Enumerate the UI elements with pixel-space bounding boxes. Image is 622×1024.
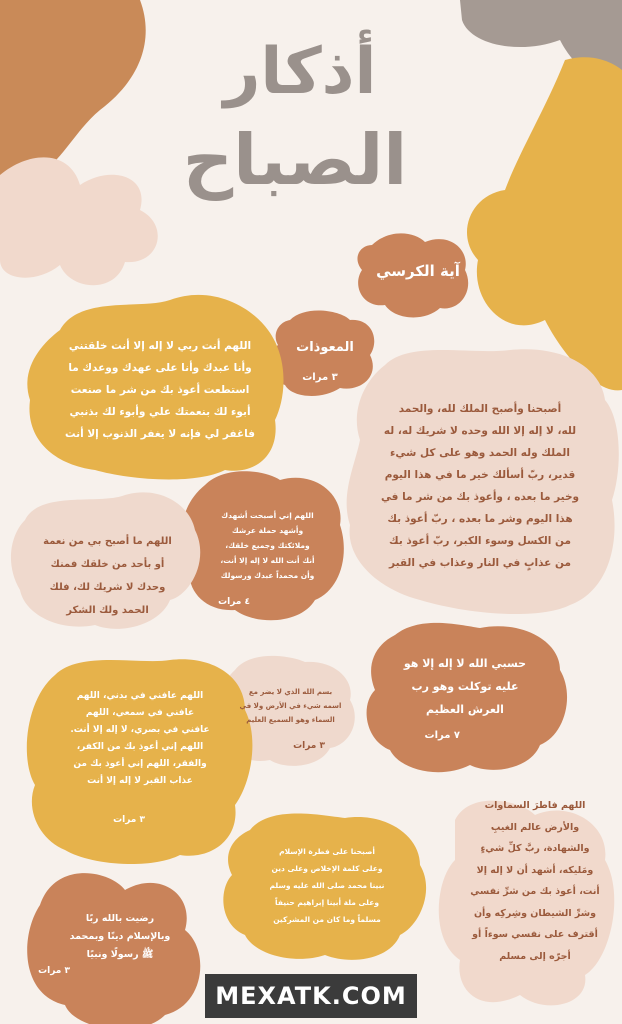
- fatir-card: [455, 795, 615, 967]
- asbahna-card: [355, 398, 605, 574]
- bismillah-card: [228, 685, 353, 727]
- fitrat-text: أصبحنا على فطرة الإسلام وعلى كلمة الإخلاص وعلى دين نبينا محمد صلى الله عليه وسلم وعلى ملة أبينا إبراهيم حنيفاً مسلماً وما كان من المشركين: [269, 847, 385, 924]
- right-yellow-blob: [467, 57, 622, 390]
- bismillah-count: ٣ مرات: [293, 741, 325, 751]
- aafini-count: ٣ مرات: [113, 815, 145, 825]
- raditu-text: رضيت بالله ربًا وبالإسلام دينًا وبمحمد ﷺ رسولًا ونبيًا: [69, 913, 171, 960]
- title-line-2: الصباح: [182, 119, 408, 201]
- top-left-orange-blob: [0, 0, 146, 190]
- title-line-1: أذكار: [223, 35, 377, 109]
- hasbiyallah-count: ٧ مرات: [424, 730, 460, 741]
- muawwidhat-card: [285, 340, 365, 355]
- anta-rabbi-text: اللهم أنت ربي لا إله إلا أنت خلقتني وأنا عبدك وأنا على عهدك ووعدك ما استطعت أعوذ بك من شر ما صنعت أبوء لك بنعمتك علي وأبوء لك بذنبي فاغفر لي فإنه لا يغفر الذنوب إلا أنت: [65, 340, 255, 440]
- asbahna-text: أصبحنا وأصبح الملك لله، والحمد لله، لا إله إلا الله وحده لا شريك له، له الملك وله الحمد وهو على كل شيء قدير، ربّ أسألك خير ما في هذا اليوم وخير ما بعده ، وأعوذ بك من شر ما في هذا اليوم وشر ما بعده ، ربّ أعوذ بك من الكسل وسوء الكبر، ربّ أعوذ بك من عذابٍ في النار وعذاب في القبر: [380, 403, 580, 569]
- hasbiyallah-card: [375, 652, 555, 721]
- anta-rabbi-card: [40, 335, 280, 445]
- muawwidhat-text: المعوذات: [296, 340, 354, 355]
- fitrat-card: [232, 843, 422, 928]
- ma-asbaha-card: [20, 530, 195, 622]
- aafini-text: اللهم عافني في بدني، اللهم عافني في سمعي، اللهم عافني في بصري، لا إله إلا أنت. اللهم إني أعوذ بك من الكفر، والفقر، اللهم إني أعوذ بك من عذاب القبر لا إله إلا أنت: [70, 691, 210, 786]
- hasbiyallah-text: حسبي الله لا إله إلا هو عليه توكلت وهو رب العرش العظيم: [403, 657, 527, 716]
- bismillah-text: بسم الله الذي لا يضر مع اسمه شيء في الأرض ولا في السماء وهو السميع العليم: [239, 688, 342, 724]
- ma-asbaha-text: اللهم ما أصبح بي من نعمة أو بأحد من خلقك فمنك وحدك لا شريك لك، فلك الحمد ولك الشكر: [43, 536, 172, 616]
- aafini-card: [35, 688, 245, 790]
- ushhiduk-count: ٤ مرات: [218, 597, 250, 607]
- raditu-card: [35, 910, 205, 964]
- ushhiduk-text: اللهم إني أصبحت أشهدك وأشهد حملة عرشك وملائكتك وجميع خلقك، أنك أنت الله لا إله إلا أنت، وأن محمداً عبدك ورسولك: [220, 511, 315, 580]
- raditu-count: ٣ مرات: [38, 966, 70, 976]
- left-blush-flower: [0, 157, 158, 285]
- watermark-logo: MEXATK.COM: [205, 974, 417, 1018]
- ushhiduk-card: [195, 508, 340, 583]
- muawwidhat-count: ٣ مرات: [302, 372, 338, 383]
- ayat-kursi-card: [368, 262, 468, 280]
- fatir-text: اللهم فاطرَ السماوات والأرض عالم الغيبِ والشهادة، ربَّ كلِّ شيءٍ ومَليكه، أشهد أن لا إله إلا أنت، أعوذ بك من شرِّ نفسي وشرِّ الشيطان وشِركِه وأن أقترف على نفسي سوءاً أو أجرّه إلى مسلم: [470, 800, 600, 962]
- ayat-kursi-text: آية الكرسي: [376, 262, 460, 280]
